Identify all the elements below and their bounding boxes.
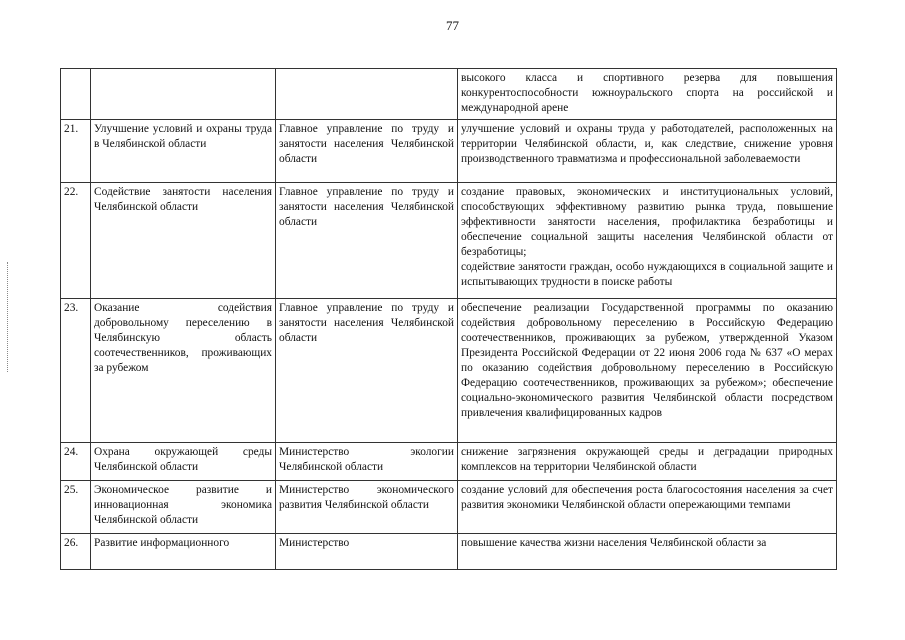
table-row <box>61 120 837 183</box>
num-cell: 21. <box>61 120 91 183</box>
goal-cell <box>458 299 837 443</box>
num-cell: 26. <box>61 534 91 570</box>
goal-cell <box>458 183 837 299</box>
name-cell <box>91 69 276 120</box>
responsible-cell: Министерство <box>276 534 458 570</box>
table-row <box>61 183 837 299</box>
table-row <box>61 299 837 443</box>
goal-cell <box>458 120 837 183</box>
goal-text: создание правовых, экономических и институциональных условий, способствующих эффективному развитию рынка труда, повышение эффективности занятости населения, профилактика безработицы и обеспечение социальной защиты населения Челябинской области от безработицы; <box>461 186 833 258</box>
goal-cell <box>458 481 837 534</box>
num-cell: 24. <box>61 443 91 481</box>
goal-text: содействие занятости граждан, особо нуждающихся в социальной защите и испытывающих трудности в поиске работы <box>461 261 833 288</box>
responsible-cell: Главное управление по труду и занятости населения Челябинской области <box>276 183 458 299</box>
goal-cell <box>458 534 837 570</box>
name-cell: Содействие занятости населения Челябинской области <box>91 183 276 299</box>
responsible-cell: Министерство экономического развития Челябинской области <box>276 481 458 534</box>
table-row <box>61 481 837 534</box>
goal-text: повышение качества жизни населения Челябинской области за <box>461 537 767 549</box>
margin-mark <box>7 262 9 372</box>
goal-text: обеспечение реализации Государственной программы по оказанию содействия добровольному переселению в Российскую Федерацию соотечественников, проживающих за рубежом, утвержденной Указом Президента Российской Федерации от 22 июня 2006 года № 637 «О мерах по оказанию содействия добровольному переселению в Российскую Федерацию соотечественников, проживающих за рубежом»; обеспечение социально-экономического развития Челябинской области посредством привлечения квалифицированных кадров <box>461 302 833 419</box>
table-row <box>61 443 837 481</box>
programs-table <box>60 68 837 570</box>
responsible-cell: Главное управление по труду и занятости населения Челябинской области <box>276 299 458 443</box>
name-cell: Оказание содействия добровольному переселению в Челябинскую область соотечественников, проживающих за рубежом <box>91 299 276 443</box>
responsible-cell: Министерство экологии Челябинской области <box>276 443 458 481</box>
name-cell: Охрана окружающей среды Челябинской области <box>91 443 276 481</box>
table-row-continuation <box>61 69 837 120</box>
num-cell: 23. <box>61 299 91 443</box>
num-cell: 25. <box>61 481 91 534</box>
goal-text: создание условий для обеспечения роста благосостояния населения за счет развития экономики Челябинской области опережающими темпами <box>461 484 833 511</box>
goal-text: улучшение условий и охраны труда у работодателей, расположенных на территории Челябинской области, и, как следствие, снижение уровня производственного травматизма и профессиональной заболеваемости <box>461 123 833 165</box>
goal-cell <box>458 443 837 481</box>
responsible-cell <box>276 69 458 120</box>
table-row <box>61 534 837 570</box>
goal-cell: высокого класса и спортивного резерва для повышения конкурентоспособности южноуральского спорта на российской и международной арене <box>458 69 837 120</box>
name-cell: Развитие информационного <box>91 534 276 570</box>
name-cell: Улучшение условий и охраны труда в Челябинской области <box>91 120 276 183</box>
name-cell: Экономическое развитие и инновационная экономика Челябинской области <box>91 481 276 534</box>
goal-text: снижение загрязнения окружающей среды и деградации природных комплексов на территории Челябинской области <box>461 446 833 473</box>
page-number: 77 <box>446 18 459 33</box>
num-cell <box>61 69 91 120</box>
num-cell: 22. <box>61 183 91 299</box>
responsible-cell: Главное управление по труду и занятости населения Челябинской области <box>276 120 458 183</box>
